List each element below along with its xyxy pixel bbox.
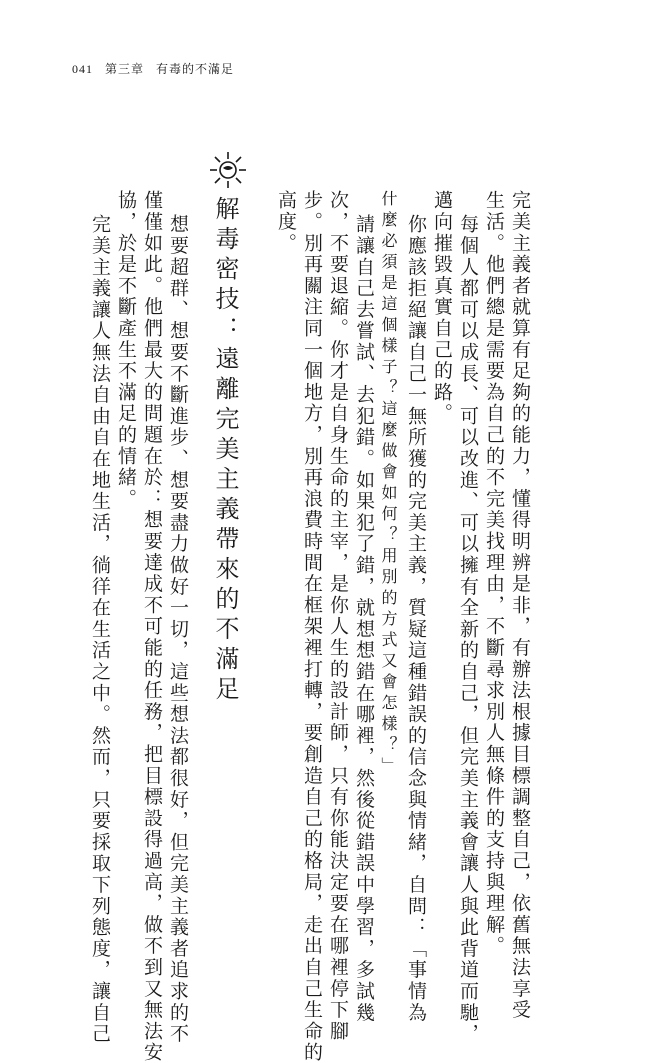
text-column: 高度。 [275, 190, 297, 254]
text-column: 完美主義者就算有足夠的能力，懂得明辨是非，有辦法根據目標調整自己，依舊無法享受 [509, 190, 531, 1021]
text-column: 完美主義讓人無法自由自在地生活，徜徉在生活之中。然而，只要採取下列態度，讓自己 [89, 214, 111, 1045]
text-column: 什麼必須是這個樣子？這麼做會如何？用別的方式又會怎樣？」 [379, 190, 398, 778]
sun-icon [208, 150, 248, 190]
text-column: 邁向摧毀真實自己的路。 [431, 190, 453, 425]
page-number: 041 [72, 62, 93, 76]
text-column: 生活。他們總是需要為自己的不完美找理由，不斷尋求別人無條件的支持與理解。 [483, 190, 505, 957]
chapter-title: 有毒的不滿足 [156, 62, 235, 76]
running-header [72, 60, 242, 77]
chapter-label: 第三章 [105, 62, 145, 76]
text-column: 請讓自己去嘗試、去犯錯。如果犯了錯，就想想錯在哪裡，然後從錯誤中學習，多試幾 [353, 214, 375, 1024]
text-column: 每個人都可以成長、可以改進、可以擁有全新的自己，但完美主義會讓人與此背道而馳， [457, 214, 479, 1045]
text-column: 協，於是不斷產生不滿足的情緒。 [115, 190, 137, 510]
text-column: 僅僅如此。他們最大的問題在於：想要達成不可能的任務，把目標設得過高，做不到又無法安 [141, 190, 163, 1063]
text-column: 步。別再關注同一個地方，別再浪費時間在框架裡打轉，要創造自己的格局，走出自己生命的 [301, 190, 323, 1063]
text-column: 次，不要退縮。你才是自身生命的主宰，是你人生的設計師，只有你能決定要在哪裡停下腳 [327, 190, 349, 1042]
section-heading: 解毒密技：遠離完美主義帶來的不滿足 [211, 196, 239, 706]
text-column: 想要超群、想要不斷進步、想要盡力做好一切，這些想法都很好，但完美主義者追求的不 [167, 214, 189, 1045]
text-column: 你應該拒絕讓自己一無所獲的完美主義，質疑這種錯誤的信念與情緒，自問：「事情為 [405, 214, 427, 1024]
